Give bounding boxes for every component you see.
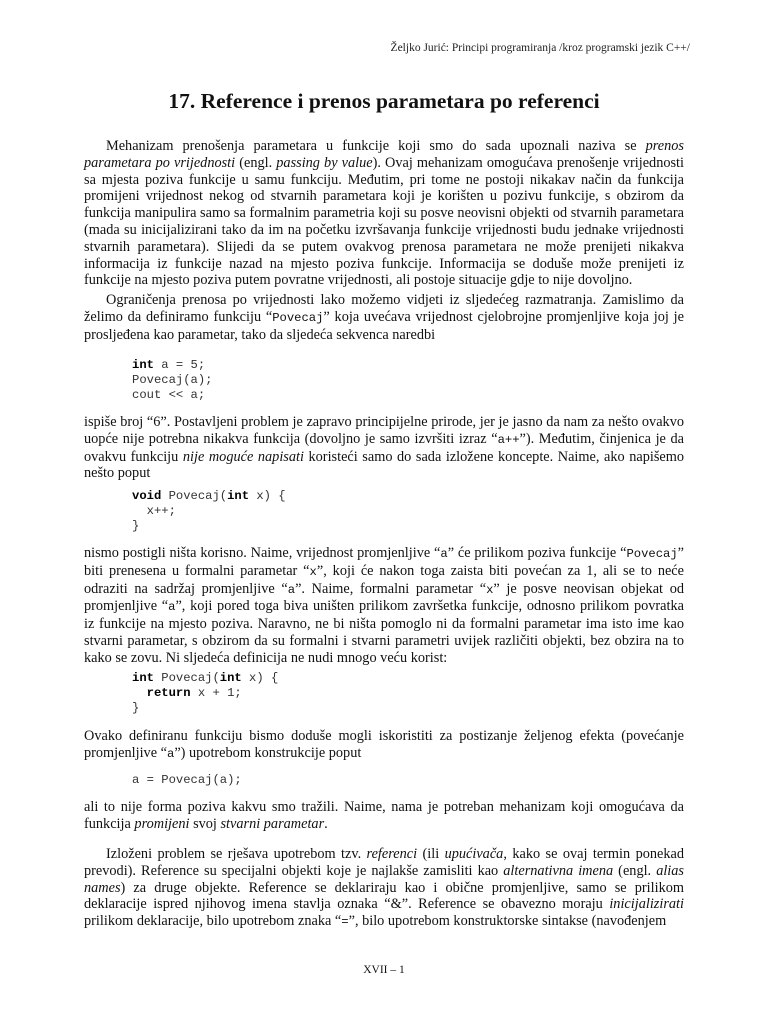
page-number: XVII – 1 [363,964,405,976]
code-block-call-example: int a = 5; Povecaj(a); cout << a; [132,358,213,402]
paragraph-intro: Mehanizam prenošenja parametara u funkcije koji smo do sada upoznali naziva se prenos parametara po vrijednosti (engl. passing by value). Ovaj mehanizam omogućava prenošenje vrijednosti sa mjesta poziva funkcije u samu funkciju. Međutim, pri tome ne postoji nikakav način da funkcija promijeni vrijednost nekog od stvarnih parametara koji je korišten u pozivu funkcije, s obzirom da funkcija manipulira samo sa formalnim parametria koji su posve neovisni objekti od stvarnih parametara (mada su inicijalizirani tako da im na početku izvršavanja funkcije vrijednosti budu jednake vrijednosti stvarnih parametara). Slijedi da se putem ovakvog prenosa parametara ne može prenijeti nikakva informacija iz funkcije nazad na mjesto poziva funkcije. Informacija se doduše može prenijeti iz funkcije na mjesto poziva putem povratne vrijednosti, ali postoje situacije gdje to nije dovoljno. [84,138,685,289]
code-block-int-povecaj: int Povecaj(int x) { return x + 1; } [132,671,279,715]
code-block-void-povecaj: void Povecaj(int x) { x++; } [132,489,286,533]
chapter-title: 17. Reference i prenos parametara po referenci [168,89,600,113]
running-header: Željko Jurić: Principi programiranja /kroz programski jezik C++/ [390,42,690,54]
paragraph-requirement: ali to nije forma poziva kakvu smo tražili. Naime, nama je potreban mehanizam koji omogućava da funkcija promijeni svoj stvarni parametar. [84,799,684,832]
paragraph-alternative: Ovako definiranu funkciju bismo doduše mogli iskoristiti za postizanje željenog efekta (povećanje promjenljive “a”) upotrebom konstrukcije poput [84,728,684,761]
code-block-assignment: a = Povecaj(a); [132,773,242,787]
paragraph-limitations: Ograničenja prenosa po vrijednosti lako možemo vidjeti iz sljedećeg razmatranja. Zamislimo da želimo da definiramo funkciju “Povecaj” koja uvećava vrijednost cjelobrojne promjenljive koja joj je prosljeđena kao parametar, tako da sljedeća sekvenca naredbi [84,292,684,343]
paragraph-references: Izloženi problem se rješava upotrebom tzv. referenci (ili upućivača, kako se ovaj termin ponekad prevodi). Reference su specijalni objekti koje je najlakše zamisliti kao alternativna imena (engl. alias names) za druge objekte. Reference se deklariraju kao i obične promjenljive, samo se prilikom deklaracije ispred njihovog imena stavlja oznaka “&”. Reference se obavezno moraju inicijalizirati prilikom deklaracije, bilo upotrebom znaka “=”, bilo upotrebom konstruktorske sintakse (navođenjem [84,846,684,930]
paragraph-problem: ispiše broj “6”. Postavljeni problem je zapravo principijelne prirode, jer je jasno da nam za nešto ovakvo uopće nije potrebna nikakva funkcija (dovoljno je samo izvršiti izraz “a++”). Međutim, činjenica je da ovakvu funkciju nije moguće napisati koristeći samo do sada izložene koncepte. Naime, ako napišemo nešto poput [84,414,684,482]
paragraph-explanation: nismo postigli ništa korisno. Naime, vrijednost promjenljive “a” će prilikom poziva funkcije “Povecaj” biti prenesena u formalni parametar “x”, koji će nakon toga zaista biti povećan za 1, ali se to neće odraziti na sadržaj promjenljive “a”. Naime, formalni parametar “x” je posve neovisan objekat od promjenljive “a”, koji pored toga biva uništen prilikom završetka funkcije, odnosno prilikom povratka iz funkcije na mjesto poziva. Naravno, ne bi ništa pomoglo ni da formalni parametar ima isto ime kao stvarni parametar, s obzirom da su formalni i stvarni parametri uvijek različiti objekti, bez obzira na to kako se zovu. Ni sljedeća definicija ne nudi mnogo veću korist: [84,545,685,666]
